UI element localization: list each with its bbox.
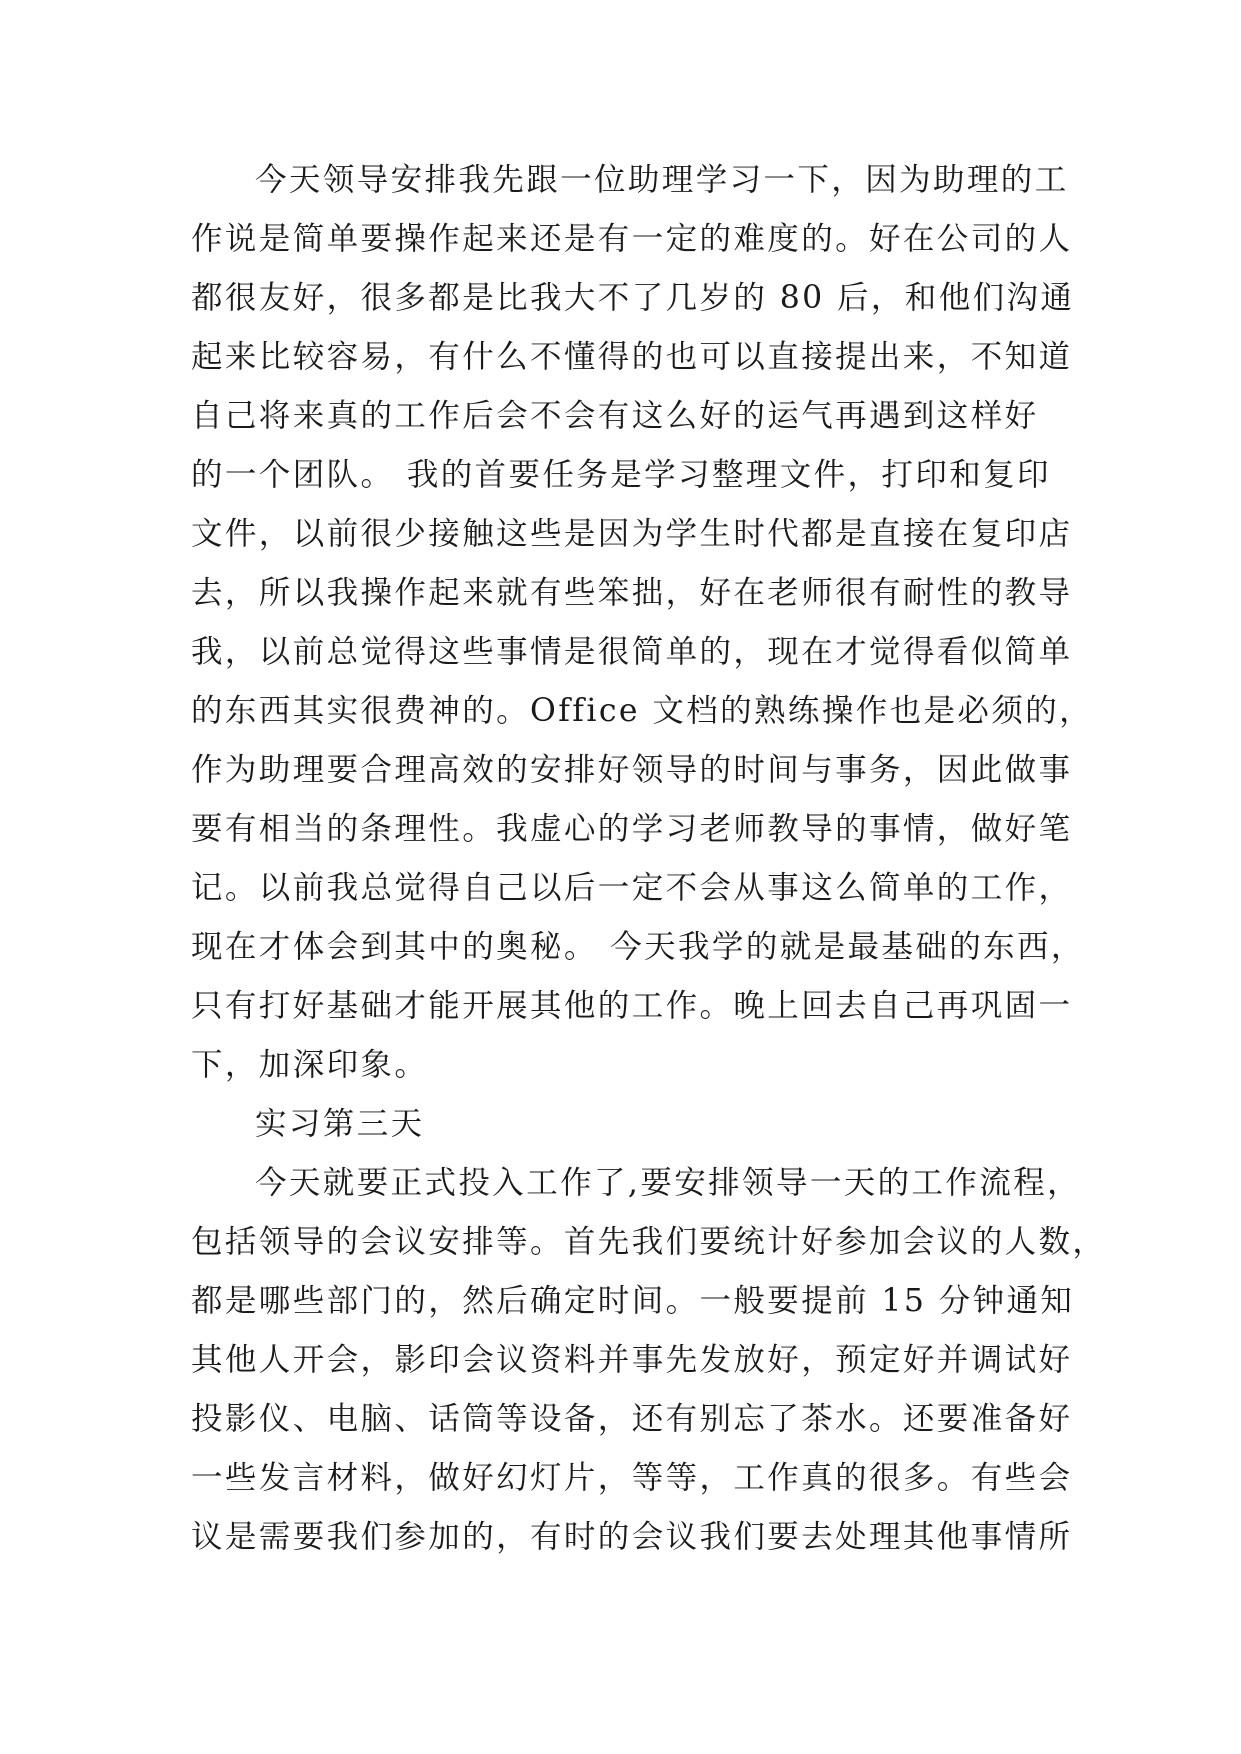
text-line: 作说是简单要操作起来还是有一定的难度的。好在公司的人 [191, 221, 1073, 257]
text-line: 今天就要正式投入工作了,要安排领导一天的工作流程， [255, 1165, 1082, 1201]
text-line: 要有相当的条理性。我虚心的学习老师教导的事情，做好笔 [191, 811, 1073, 847]
text-line: 作为助理要合理高效的安排好领导的时间与事务，因此做事 [191, 752, 1073, 788]
text-line: 我，以前总觉得这些事情是很简单的，现在才觉得看似简单 [191, 634, 1073, 670]
section-heading: 实习第三天 [255, 1106, 425, 1142]
text-line: 其他人开会，影印会议资料并事先发放好，预定好并调试好 [191, 1342, 1073, 1378]
text-line: 投影仪、电脑、话筒等设备，还有别忘了茶水。还要准备好 [191, 1401, 1073, 1437]
text-line: 起来比较容易，有什么不懂得的也可以直接提出来，不知道 [191, 339, 1073, 375]
text-line: 议是需要我们参加的，有时的会议我们要去处理其他事情所 [191, 1519, 1073, 1555]
text-line: 都是哪些部门的，然后确定时间。一般要提前 15 分钟通知 [191, 1283, 1075, 1319]
text-line: 的一个团队。 我的首要任务是学习整理文件，打印和复印 [191, 457, 1051, 493]
text-line: 记。以前我总觉得自己以后一定不会从事这么简单的工作， [191, 870, 1073, 906]
text-line: 自己将来真的工作后会不会有这么好的运气再遇到这样好 [191, 398, 1039, 434]
text-line: 包括领导的会议安排等。首先我们要统计好参加会议的人数， [191, 1224, 1107, 1260]
text-line: 现在才体会到其中的奥秘。 今天我学的就是最基础的东西， [191, 929, 1085, 965]
text-line: 今天领导安排我先跟一位助理学习一下，因为助理的工 [255, 162, 1069, 198]
text-line: 文件，以前很少接触这些是因为学生时代都是直接在复印店 [191, 516, 1073, 552]
document-body [191, 151, 1107, 1567]
text-line: 只有打好基础才能开展其他的工作。晚上回去自己再巩固一 [191, 988, 1073, 1024]
text-line: 下，加深印象。 [191, 1047, 429, 1083]
text-line: 去，所以我操作起来就有些笨拙，好在老师很有耐性的教导 [191, 575, 1073, 611]
text-line: 的东西其实很费神的。Office 文档的熟练操作也是必须的， [191, 693, 1094, 729]
text-line: 都很友好，很多都是比我大不了几岁的 80 后，和他们沟通 [191, 280, 1075, 316]
text-line: 一些发言材料，做好幻灯片，等等，工作真的很多。有些会 [191, 1460, 1073, 1496]
